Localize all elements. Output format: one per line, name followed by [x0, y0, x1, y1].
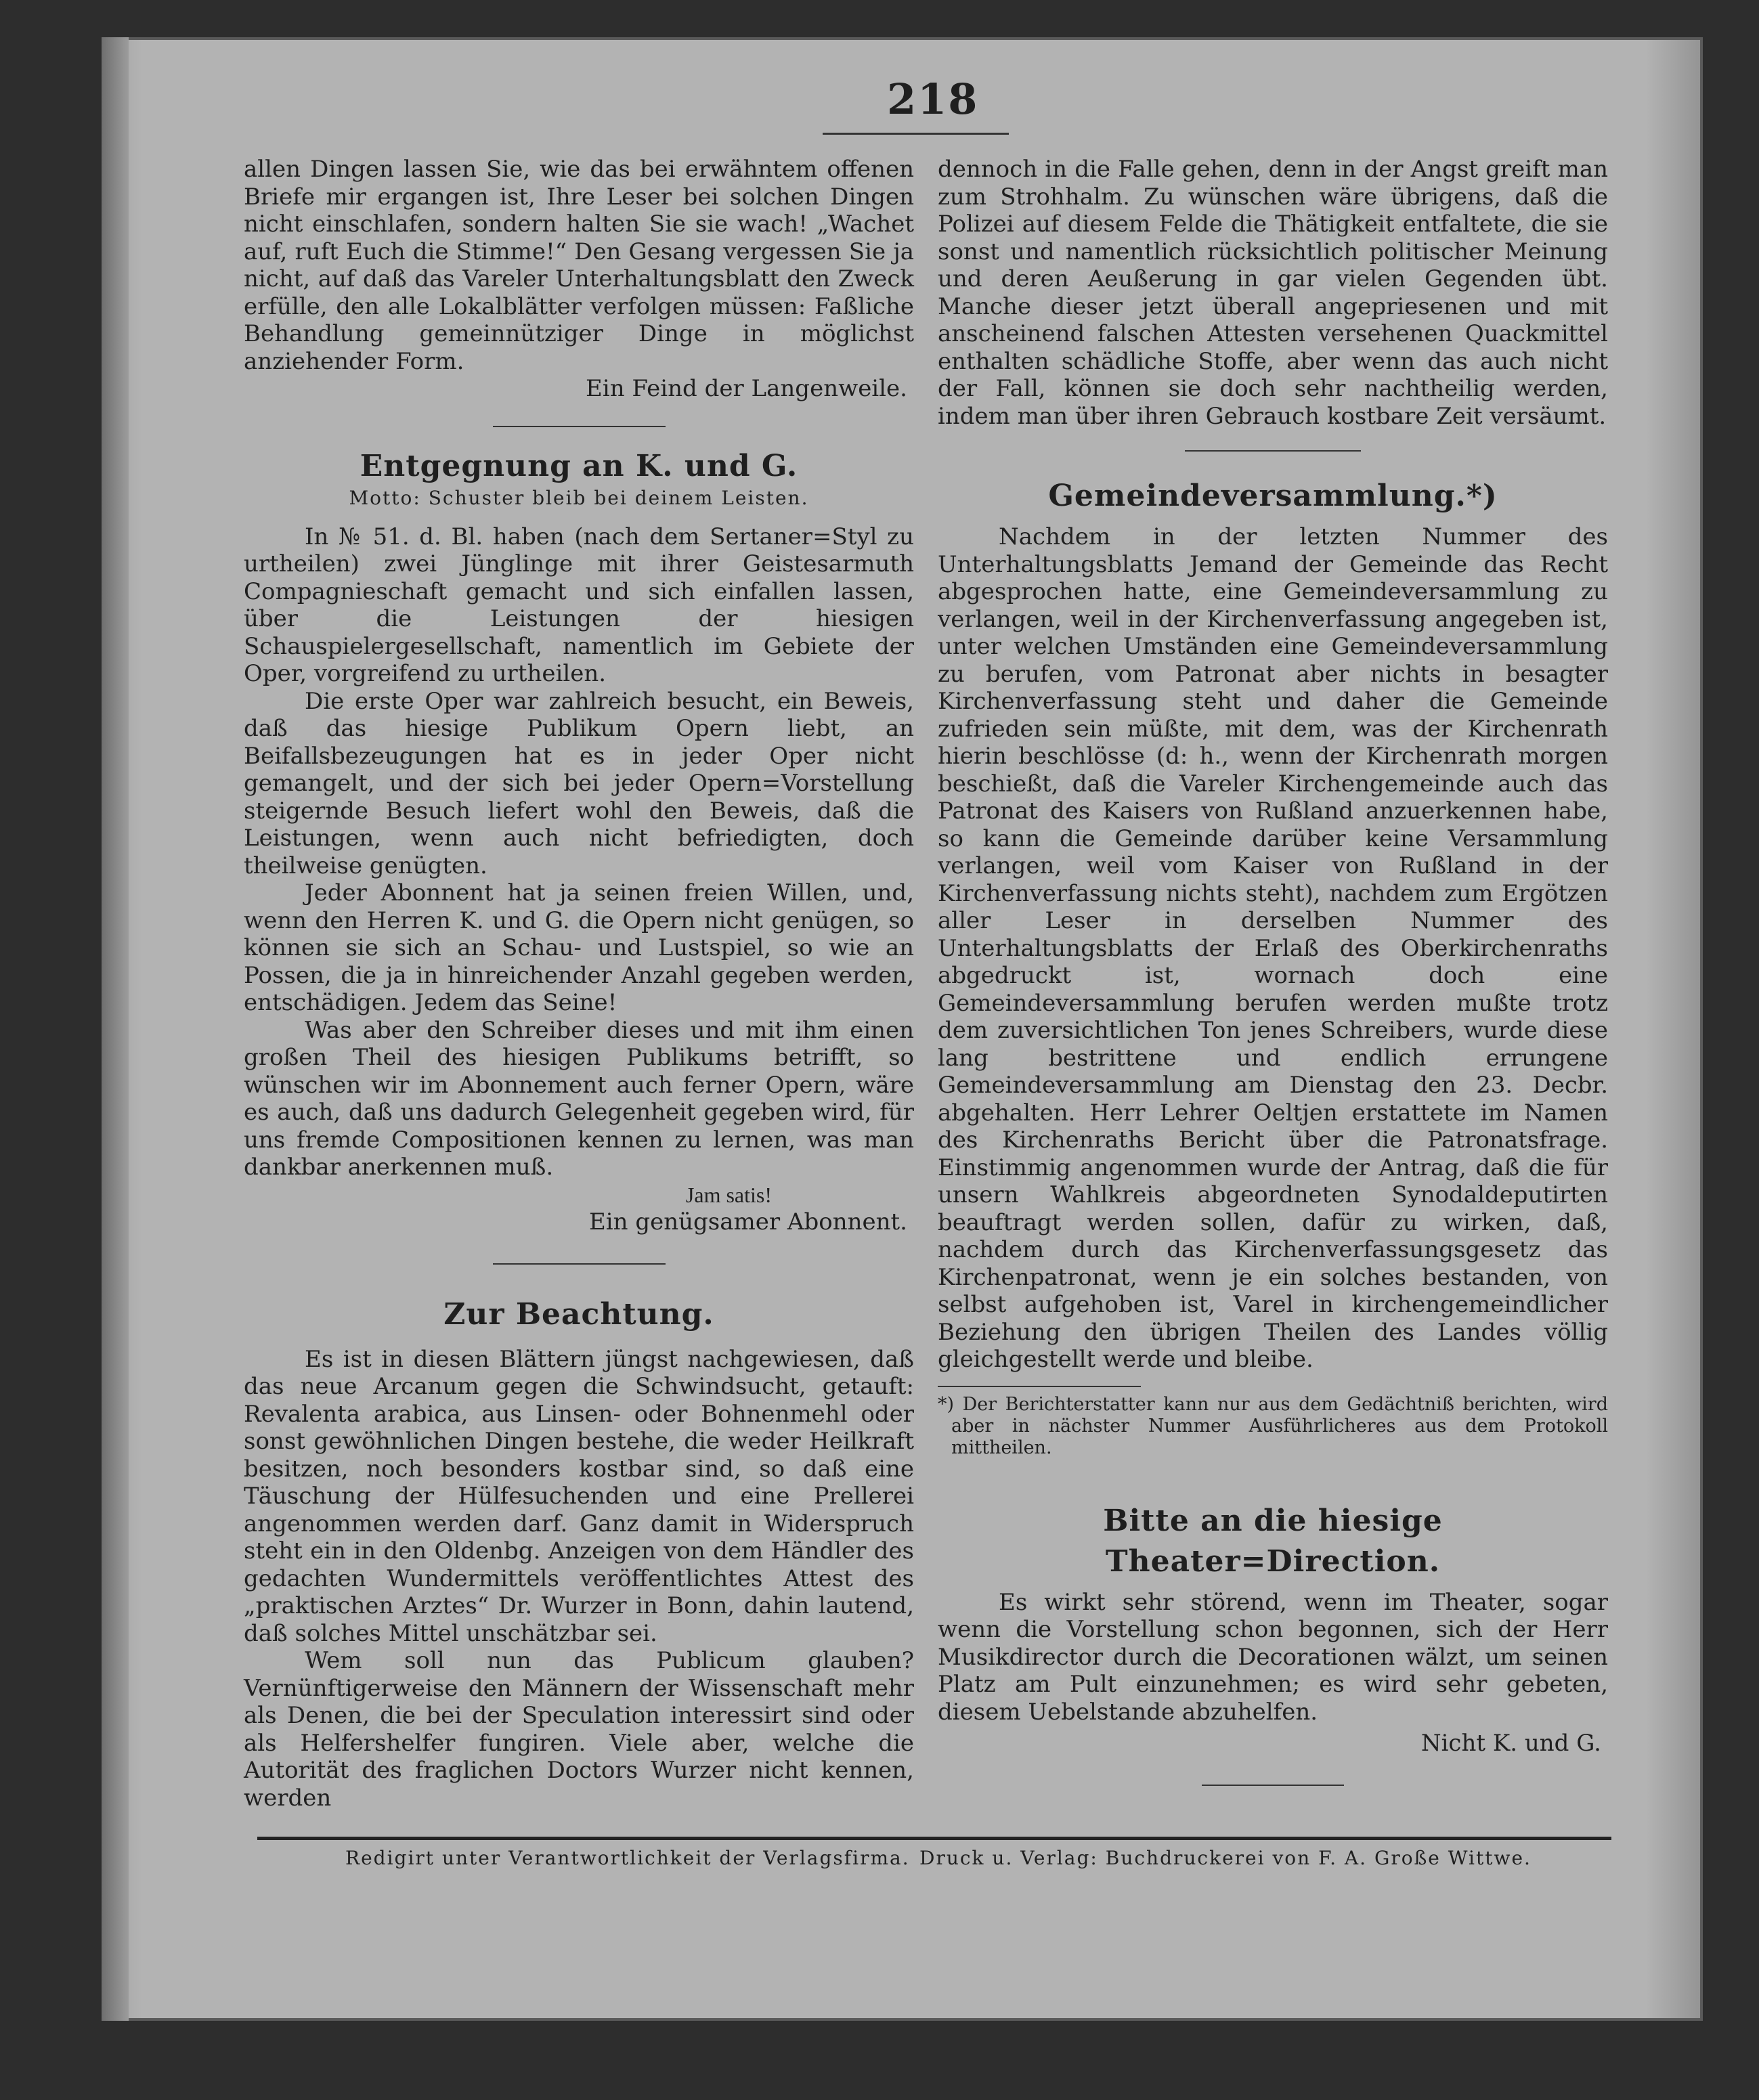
section-divider: [1202, 1785, 1344, 1786]
article-paragraph: Es ist in diesen Blättern jüngst nachgewiesen, daß das neue Arcanum gegen die Schwindsucht, getauft: Revalenta arabica, aus Linsen- oder Bohnenmehl oder sonst gewöhnlichen Dingen bestehe, die weder Heilkraft besitzen, noch besonders kostbar sind, so daß eine Täuschung der Hülfesuchenden und eine Prellerei angenommen werden darf. Ganz damit in Widerspruch steht ein in den Oldenbg. Anzeigen von dem Händler des gedachten Wundermittels veröffentlichtes Attest des „praktischen Arztes“ Dr. Wurzer in Bonn, dahin lautend, daß solches Mittel unschätzbar sei.: [244, 1345, 914, 1647]
article-title-zur-beachtung: Zur Beachtung.: [443, 1296, 714, 1332]
continuation-paragraph: dennoch in die Falle gehen, denn in der Angst greift man zum Strohhalm. Zu wünschen wäre übrigens, daß die Polizei auf diesem Felde die Thätigkeit entfaltete, die sie sonst und namentlich rücksichtlich politischer Meinung und deren Aeußerung in gar vielen Gegenden übt. Manche dieser jetzt überall angepriesenen und mit anscheinend falschen Attesten versehenen Quackmittel enthalten schädliche Stoffe, aber wenn das auch nicht der Fall, können sie doch sehr nachtheilig werden, indem man über ihren Gebrauch kostbare Zeit versäumt.: [938, 156, 1608, 430]
right-column: [938, 156, 1608, 1799]
article-paragraph: Jeder Abonnent hat ja seinen freien Willen, und, wenn den Herren K. und G. die Opern nicht genügen, so können sie sich an Schau- und Lustspiel, so wie an Possen, die ja in hinreichender Anzahl gegeben werden, entschädigen. Jedem das Seine!: [244, 879, 914, 1016]
footnote: *) Der Berichterstatter kann nur aus dem Gedächtniß berichten, wird aber in nächster Nummer Ausführlicheres aus dem Protokoll mittheilen.: [938, 1393, 1608, 1458]
intro-signature: Ein Feind der Langenweile.: [586, 375, 907, 402]
article-motto: Motto: Schuster bleib bei deinem Leisten.: [349, 486, 809, 509]
section-divider: [493, 426, 666, 427]
intro-paragraph: allen Dingen lassen Sie, wie das bei erwähntem offenen Briefe mir ergangen ist, Ihre Leser bei solchen Dingen nicht einschlafen, sondern halten Sie sie wach! „Wachet auf, ruft Euch die Stimme!“ Den Gesang vergessen Sie ja nicht, auf daß das Vareler Unterhaltungsblatt den Zweck erfülle, den alle Lokalblätter verfolgen müssen: Faßliche Behandlung gemeinnütziger Dinge in möglichst anziehender Form.: [244, 156, 914, 375]
latin-phrase: Jam satis!: [685, 1182, 772, 1207]
footnote-rule: [938, 1386, 1141, 1387]
article-paragraph: Wem soll nun das Publicum glauben? Vernünftigerweise den Männern der Wissenschaft mehr als Denen, die bei der Speculation interessirt sind oder als Helfershelfer fungiren. Viele aber, welche die Autorität des fraglichen Doctors Wurzer nicht kennen, werden: [244, 1647, 914, 1812]
page-number: 218: [887, 74, 979, 124]
article-title-entgegnung: Entgegnung an K. und G.: [360, 448, 798, 483]
article-paragraph: In № 51. d. Bl. haben (nach dem Sertaner=Styl zu urtheilen) zwei Jünglinge mit ihrer Geistesarmuth Compagnieschaft gemacht und sich einfallen lassen, über die Leistungen der hiesigen Schauspielergesellschaft, namentlich im Gebiete der Oper, vorgreifend zu urtheilen.: [244, 523, 914, 687]
left-column: [244, 156, 914, 1812]
article-signature: Nicht K. und G.: [1420, 1730, 1601, 1757]
article-paragraph: Die erste Oper war zahlreich besucht, ein Beweis, daß das hiesige Publikum Opern liebt, an Beifallsbezeugungen hat es in jeder Oper nicht gemangelt, und der sich bei jeder Opern=Vorstellung steigernde Besuch liefert wohl den Beweis, daß die Leistungen, wenn auch nicht befriedigten, doch theilweise genügten.: [244, 687, 914, 879]
page-number-rule: [823, 133, 1009, 135]
footer-rule: [257, 1837, 1611, 1840]
article-title-theater-direction: Bitte an die hiesige Theater=Direction.: [1103, 1503, 1443, 1579]
article-signature: Ein genügsamer Abonnent.: [588, 1208, 907, 1235]
page-binding-edge: [102, 37, 129, 2021]
article-paragraph: Was aber den Schreiber dieses und mit ihm einen großen Theil des hiesigen Publikums betrifft, so wünschen wir im Abonnement auch ferner Opern, wäre es auch, daß uns dadurch Gelegenheit gegeben wird, für uns fremde Compositionen kennen zu lernen, was man dankbar anerkennen muß.: [244, 1016, 914, 1181]
article-paragraph: Es wirkt sehr störend, wenn im Theater, sogar wenn die Vorstellung schon begonnen, sich der Herr Musikdirector durch die Decorationen wälzt, um seinen Platz am Pult einzunehmen; es wird sehr gebeten, diesem Uebelstande abzuhelfen.: [938, 1588, 1608, 1726]
article-paragraph: Nachdem in der letzten Nummer des Unterhaltungsblatts Jemand der Gemeinde das Recht abgesprochen hatte, eine Gemeindeversammlung zu verlangen, weil in der Kirchenverfassung angegeben ist, unter welchen Umständen eine Gemeindeversammlung zu berufen, vom Patronat aber nichts in besagter Kirchenverfassung steht und daher die Gemeinde zufrieden sein müßte, mit dem, was der Kirchenrath hierin beschlösse (d: h., wenn der Kirchenrath morgen beschießt, daß die Vareler Kirchengemeinde auch das Patronat des Kaisers von Rußland anzuerkennen habe, so kann die Gemeinde darüber keine Versammlung verlangen, weil vom Kaiser von Rußland in der Kirchenverfassung nichts steht), nachdem zum Ergötzen aller Leser in derselben Nummer des Unterhaltungsblatts der Erlaß des Oberkirchenraths abgedruckt ist, wornach doch eine Gemeindeversammlung berufen werden mußte trotz dem zuversichtlichen Ton jenes Schreibers, wurde diese lang bestrittene und endlich errungene Gemeindeversammlung am Dienstag den 23. Decbr. abgehalten. Herr Lehrer Oeltjen erstattete im Namen des Kirchenraths Bericht über die Patronatsfrage. Einstimmig angenommen wurde der Antrag, daß die für unsern Wahlkreis abgeordneten Synodaldeputirten beauftragt werden sollen, dafür zu wirken, daß, nachdem durch das Kirchenverfassungsgesetz das Kirchenpatronat, wenn je ein solches bestanden, von selbst aufgehoben ist, Varel in kirchengemeindlicher Beziehung den übrigen Theilen des Landes völlig gleichgestellt werde und bleibe.: [938, 523, 1608, 1373]
footer-printer-line: Druck u. Verlag: Buchdruckerei von F. A. Große Wittwe.: [919, 1847, 1532, 1869]
article-title-gemeindeversammlung: Gemeindeversammlung.*): [1048, 479, 1498, 513]
section-divider: [1185, 450, 1361, 452]
footer-editor-line: Redigirt unter Verantwortlichkeit der Verlagsfirma.: [345, 1847, 910, 1869]
section-divider: [493, 1263, 666, 1265]
